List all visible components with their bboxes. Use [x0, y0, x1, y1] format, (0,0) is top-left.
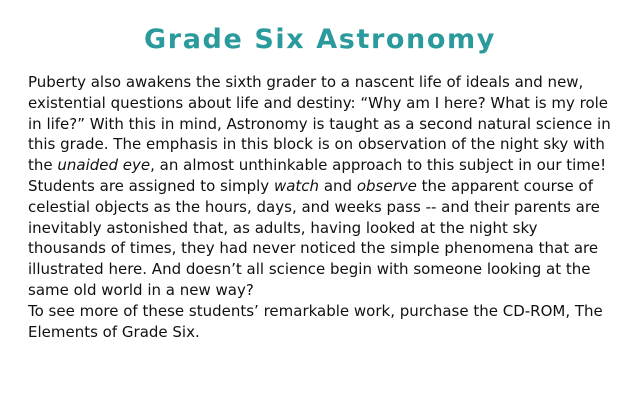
emphasis-unaided-eye: unaided eye [57, 156, 151, 175]
page-title: Grade Six Astronomy [144, 24, 496, 55]
purchase-note: To see more of these students’ remarkable work, purchase the CD-ROM, The Elements of Grade Six. [28, 301, 603, 341]
body-paragraph [28, 72, 618, 301]
paragraph-text: and [319, 176, 357, 195]
paragraph-text: the apparent course of celestial objects as the hours, days, and weeks pass -- and their parents are inevitably astonished that, as adults, having looked at the night sky thousands of times, they had never noticed the simple phenomena that are illustrated here. And doesn’t all science begin with someone looking at the same old world in a new way? [28, 176, 600, 299]
article-body [28, 72, 618, 342]
paragraph-text: , an almost unthinkable approach to this subject in our time! Students are assigned to simply [28, 156, 607, 195]
emphasis-watch: watch [273, 176, 320, 195]
paragraph-text: Puberty also awakens the sixth grader to a nascent life of ideals and new, existential questions about life and destiny: “Why am I here? What is my role in life?” With this in mind, Astronomy is taught as a second natural science in this grade. The emphasis in this block is on observation of the night sky with the [28, 73, 611, 175]
emphasis-observe: observe [356, 176, 417, 195]
